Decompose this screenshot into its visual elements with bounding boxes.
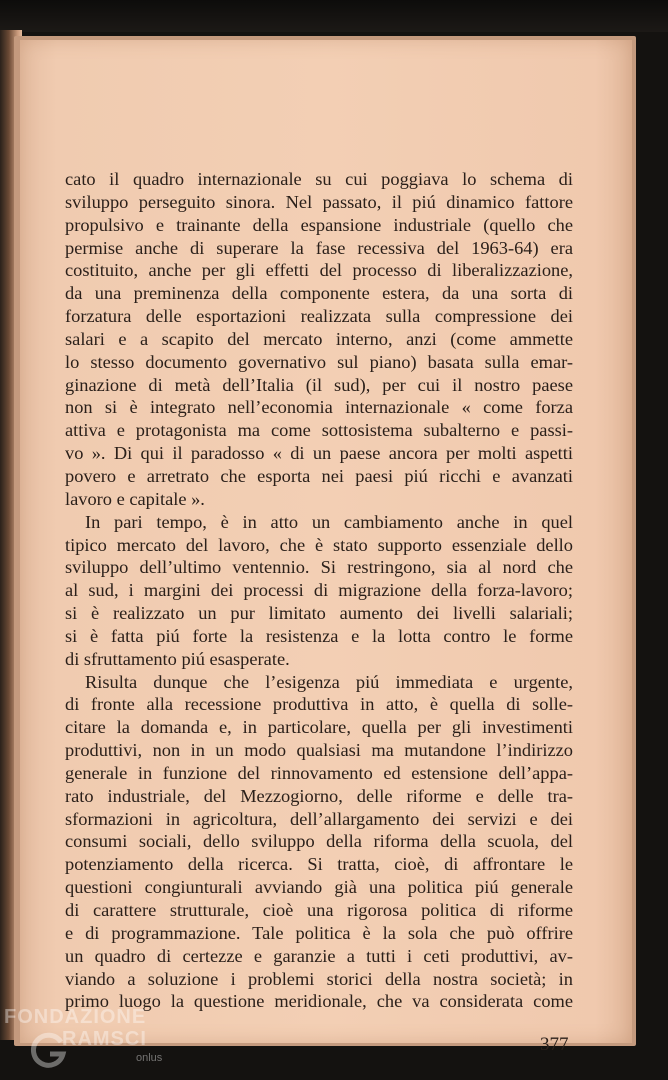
- text-line: povero e arretrato che esporta nei paesi piú ricchi e avanzati: [65, 465, 573, 486]
- text-line: al sud, i margini dei processi di migrazione della forza-lavoro;: [65, 580, 573, 601]
- text-line: forzatura delle esportazioni realizzata sulla compressione dei: [65, 306, 573, 327]
- text-line: non si è integrato nell’economia internazionale « come forza: [65, 397, 573, 418]
- text-line: viando a soluzione i problemi storici della nostra società; in: [65, 968, 573, 989]
- text-line: costituito, anche per gli effetti del processo di liberalizzazione,: [65, 260, 573, 281]
- text-line: questioni congiunturali avviando già una politica piú generale: [65, 877, 573, 898]
- text-line: sformazioni in agricoltura, dell’allargamento dei servizi e dei: [65, 808, 573, 829]
- text-line: lo stesso documento governativo sul piano) basata sulla emar-: [65, 351, 573, 372]
- text-line: lavoro e capitale ».: [65, 488, 205, 509]
- text-line: primo luogo la questione meridionale, che va considerata come: [65, 991, 573, 1012]
- text-line: permise anche di superare la fase recessiva del 1963-64) era: [65, 237, 573, 258]
- text-line: consumi sociali, dello sviluppo della riforma della scuola, del: [65, 831, 573, 852]
- text-line: e di programmazione. Tale politica è la sola che può offrire: [65, 922, 573, 943]
- text-line: propulsivo e trainante della espansione industriale (quello che: [65, 214, 573, 235]
- text-line: Risulta dunque che l’esigenza piú immediata e urgente,: [85, 671, 573, 692]
- text-line: produttivi, non in un modo qualsiasi ma mutandone l’indirizzo: [65, 740, 573, 761]
- text-line: potenziamento della ricerca. Si tratta, cioè, di affrontare le: [65, 854, 573, 875]
- text-line: citare la domanda e, in particolare, quella per gli investimenti: [65, 717, 573, 738]
- fondazione-gramsci-watermark: [4, 1006, 194, 1076]
- text-line: tipico mercato del lavoro, che è stato supporto essenziale dello: [65, 534, 573, 555]
- text-line: di fronte alla recessione produttiva in atto, è quella di solle-: [65, 694, 573, 715]
- text-line: attiva e protagonista ma come sottosistema subalterno e passi-: [65, 420, 573, 441]
- text-line: di sfruttamento piú esasperate.: [65, 648, 290, 669]
- text-line: rato industriale, del Mezzogiorno, delle riforme e delle tra-: [65, 785, 573, 806]
- page-number: 377: [540, 1034, 569, 1055]
- text-line: ginazione di metà dell’Italia (il sud), per cui il nostro paese: [65, 374, 573, 395]
- text-line: un quadro di certezze e garanzie a tutti i ceti produttivi, av-: [65, 945, 573, 966]
- watermark-line-2: RAMSCI: [62, 1028, 147, 1050]
- body-text: [65, 168, 573, 1013]
- text-line: vo ». Di qui il paradosso « di un paese ancora per molti aspetti: [65, 443, 573, 464]
- text-line: si è fatta piú forte la resistenza e la lotta contro le forme: [65, 625, 573, 646]
- text-line: da una preminenza della componente estera, da una sorta di: [65, 283, 573, 304]
- watermark-onlus: onlus: [136, 1052, 163, 1064]
- book-page: [20, 40, 632, 1055]
- text-line: generale in funzione del rinnovamento ed estensione dell’appa-: [65, 762, 573, 783]
- watermark-line-1: FONDAZIONE: [4, 1006, 147, 1028]
- text-line: sviluppo dell’ultimo ventennio. Si restringono, sia al nord che: [65, 557, 573, 578]
- text-line: In pari tempo, è in atto un cambiamento anche in quel: [85, 511, 573, 532]
- text-line: di carattere strutturale, cioè una rigorosa politica di riforme: [65, 900, 573, 920]
- text-line: cato il quadro internazionale su cui poggiava lo schema di: [65, 169, 573, 189]
- text-line: sviluppo perseguito sinora. Nel passato, il piú dinamico fattore: [65, 191, 573, 212]
- top-background-strip: [0, 0, 668, 32]
- text-line: si è realizzato un pur limitato aumento dei livelli salariali;: [65, 603, 573, 624]
- text-line: salari e a scapito del mercato interno, anzi (come ammette: [65, 328, 573, 349]
